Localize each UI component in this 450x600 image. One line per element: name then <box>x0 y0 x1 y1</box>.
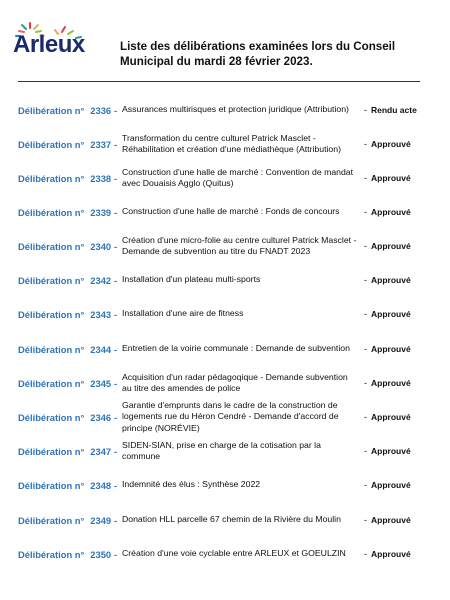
deliberation-number: 2342 <box>90 274 112 286</box>
list-item <box>0 263 450 297</box>
deliberation-label: Délibération n° <box>18 514 85 526</box>
deliberation-subject <box>122 434 358 468</box>
deliberation-number: 2343 <box>90 308 112 320</box>
subject-text: Transformation du centre culturel Patrick Masclet - Réhabilitation et création d'une médiathèque (Attribution) <box>122 132 341 154</box>
header-divider <box>18 81 420 82</box>
subject-text: Acquisition d'un radar pédagoqique - Demande subvention au titre des amendes de police <box>122 371 348 393</box>
subject-text: SIDEN-SIAN, prise en charge de la cotisation par la commune <box>122 439 321 461</box>
status-label: Approuvé <box>371 446 411 456</box>
separator-dash: - <box>114 377 118 389</box>
deliberation-label: Délibération n° <box>18 206 85 218</box>
deliberation-subject <box>122 161 358 195</box>
deliberation-ref <box>18 161 112 195</box>
deliberation-subject <box>122 332 358 366</box>
separator-dash: - <box>364 480 367 490</box>
separator-dash: - <box>364 275 367 285</box>
deliberation-number: 2349 <box>90 514 112 526</box>
separator-dash: - <box>364 549 367 559</box>
separator-dash: - <box>364 207 367 217</box>
deliberation-label: Délibération n° <box>18 274 85 286</box>
separator-dash: - <box>364 515 367 525</box>
separator-dash: - <box>364 344 367 354</box>
list-item <box>0 537 450 571</box>
deliberation-subject <box>122 503 358 537</box>
logo-text: Arleux <box>13 31 85 58</box>
separator-dash: - <box>364 446 367 456</box>
separator-dash: - <box>114 411 118 423</box>
deliberation-label: Délibération n° <box>18 377 85 389</box>
deliberation-subject <box>122 263 358 297</box>
deliberation-number: 2337 <box>90 138 112 150</box>
deliberation-label: Délibération n° <box>18 479 85 491</box>
subject-text: Installation d'une aire de fitness <box>122 308 244 319</box>
deliberation-label: Délibération n° <box>18 104 85 116</box>
separator-dash: - <box>114 445 118 457</box>
status-label: Approuvé <box>371 275 411 285</box>
deliberation-number: 2350 <box>90 548 112 560</box>
status-label: Approuvé <box>371 515 411 525</box>
separator-dash: - <box>114 274 118 286</box>
deliberation-number: 2340 <box>90 240 112 252</box>
status-label: Approuvé <box>371 412 411 422</box>
list-item <box>0 332 450 366</box>
deliberation-label: Délibération n° <box>18 308 85 320</box>
deliberation-subject <box>122 297 358 331</box>
deliberation-label: Délibération n° <box>18 138 85 150</box>
status-label: Approuvé <box>371 241 411 251</box>
subject-text: Indemnité des élus : Synthèse 2022 <box>122 479 261 490</box>
list-item <box>0 468 450 502</box>
deliberation-ref <box>18 332 112 366</box>
deliberation-number: 2348 <box>90 479 112 491</box>
deliberation-subject <box>122 195 358 229</box>
deliberation-label: Délibération n° <box>18 445 85 457</box>
deliberation-label: Délibération n° <box>18 411 85 423</box>
deliberation-ref <box>18 400 112 434</box>
separator-dash: - <box>114 308 118 320</box>
deliberation-label: Délibération n° <box>18 172 85 184</box>
deliberation-number: 2347 <box>90 445 112 457</box>
deliberation-ref <box>18 229 112 263</box>
deliberation-number: 2346 <box>90 411 112 423</box>
status-label: Approuvé <box>371 309 411 319</box>
deliberation-ref <box>18 127 112 161</box>
list-item <box>0 195 450 229</box>
list-item <box>0 503 450 537</box>
deliberation-number: 2339 <box>90 206 112 218</box>
deliberation-label: Délibération n° <box>18 343 85 355</box>
list-item <box>0 93 450 127</box>
status-label: Approuvé <box>371 207 411 217</box>
status-label: Approuvé <box>371 344 411 354</box>
deliberation-number: 2344 <box>90 343 112 355</box>
separator-dash: - <box>364 105 367 115</box>
deliberation-ref <box>18 537 112 571</box>
deliberation-ref <box>18 366 112 400</box>
subject-text: Construction d'une halle de marché : Convention de mandat avec Douaisis Agglo (Quitus) <box>122 166 354 188</box>
status-label: Approuvé <box>371 173 411 183</box>
status-label: Approuvé <box>371 480 411 490</box>
separator-dash: - <box>114 343 118 355</box>
status-label: Approuvé <box>371 378 411 388</box>
separator-dash: - <box>114 240 118 252</box>
subject-text: Construction d'une halle de marché : Fonds de concours <box>122 206 340 217</box>
separator-dash: - <box>364 241 367 251</box>
deliberation-label: Délibération n° <box>18 240 85 252</box>
deliberation-ref <box>18 195 112 229</box>
deliberation-subject <box>122 93 358 127</box>
list-item <box>0 434 450 468</box>
deliberation-ref <box>18 93 112 127</box>
list-item <box>0 366 450 400</box>
deliberation-label: Délibération n° <box>18 548 85 560</box>
list-item <box>0 161 450 195</box>
list-item <box>0 400 450 434</box>
deliberation-ref <box>18 503 112 537</box>
separator-dash: - <box>114 138 118 150</box>
status-label: Approuvé <box>371 549 411 559</box>
separator-dash: - <box>364 378 367 388</box>
separator-dash: - <box>114 479 118 491</box>
status-label: Approuvé <box>371 139 411 149</box>
separator-dash: - <box>114 172 118 184</box>
deliberation-number: 2345 <box>90 377 112 389</box>
list-item <box>0 297 450 331</box>
list-item <box>0 127 450 161</box>
subject-text: Assurances multirisques et protection juridique (Attribution) <box>122 104 349 115</box>
deliberation-subject <box>122 400 358 434</box>
page-title: Liste des délibérations examinées lors du Conseil Municipal du mardi 28 février 2023. <box>120 40 396 68</box>
list-item <box>0 229 450 263</box>
deliberation-subject <box>122 127 358 161</box>
separator-dash: - <box>114 548 118 560</box>
separator-dash: - <box>364 412 367 422</box>
subject-text: Installation d'un plateau multi-sports <box>122 274 261 285</box>
subject-text: Création d'une micro-folie au centre culturel Patrick Masclet - Demande de subvention au titre du FNADT 2023 <box>122 234 357 256</box>
subject-text: Donation HLL parcelle 67 chemin de la Rivière du Moulin <box>122 514 341 525</box>
deliberation-ref <box>18 297 112 331</box>
deliberation-subject <box>122 537 358 571</box>
deliberation-subject <box>122 366 358 400</box>
separator-dash: - <box>114 104 118 116</box>
deliberation-number: 2338 <box>90 172 112 184</box>
separator-dash: - <box>364 173 367 183</box>
separator-dash: - <box>364 309 367 319</box>
deliberation-subject <box>122 229 358 263</box>
deliberation-ref <box>18 434 112 468</box>
page-header <box>0 0 450 90</box>
deliberation-ref <box>18 468 112 502</box>
separator-dash: - <box>114 206 118 218</box>
deliberation-number: 2336 <box>90 104 112 116</box>
separator-dash: - <box>364 139 367 149</box>
subject-text: Garantie d'emprunts dans le cadre de la construction de logements rue du Héron Cendré - Demande d'accord de principe (NORÉVIE) <box>122 399 339 433</box>
subject-text: Création d'une voie cyclable entre ARLEUX et GOEULZIN <box>122 548 346 559</box>
deliberation-ref <box>18 263 112 297</box>
subject-text: Entretien de la voirie communale : Demande de subvention <box>122 343 350 354</box>
separator-dash: - <box>114 514 118 526</box>
status-label: Rendu acte <box>371 105 417 115</box>
deliberation-subject <box>122 468 358 502</box>
